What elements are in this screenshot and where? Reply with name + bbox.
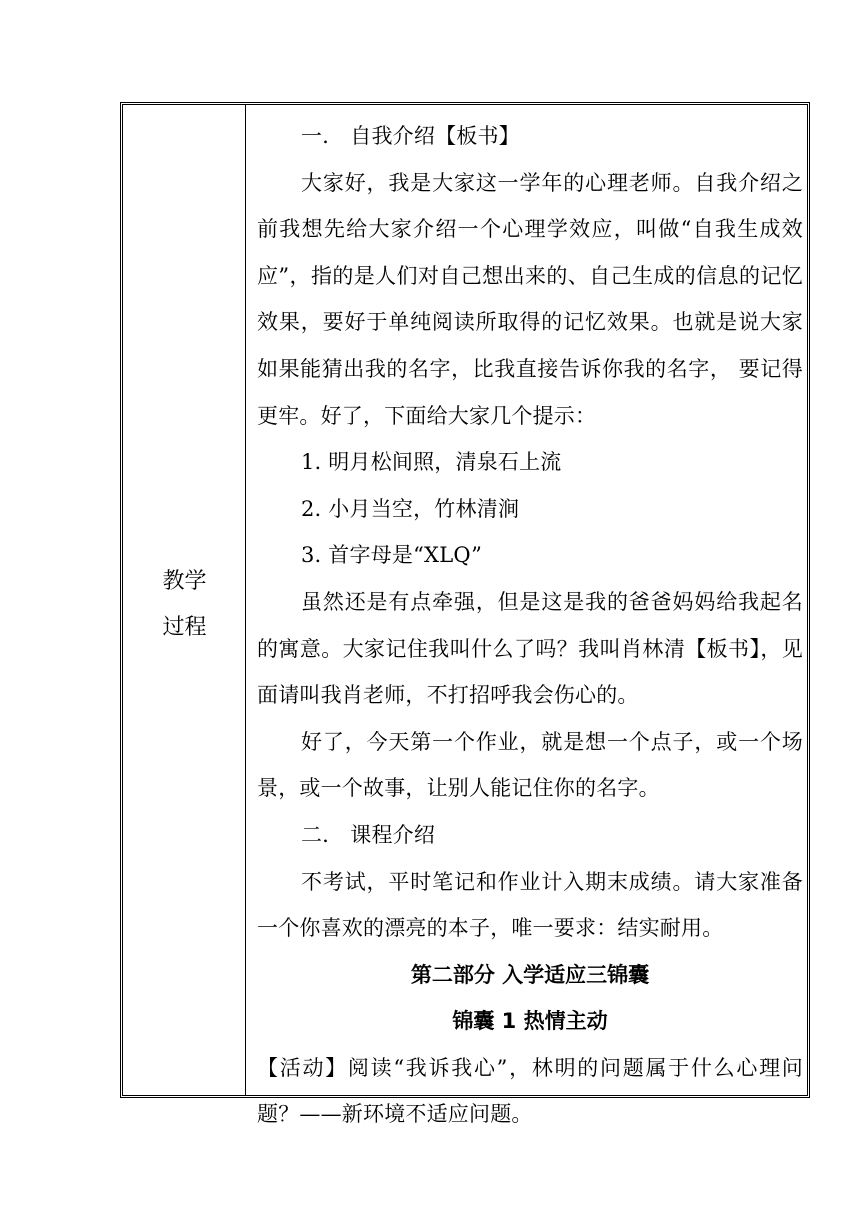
paragraph-name-meaning: 虽然还是有点牵强，但是这是我的爸爸妈妈给我起名的寓意。大家记住我叫什么了吗？我叫肖林清【板书】，见面请叫我肖老师，不打招呼我会伤心的。 xyxy=(257,589,803,708)
label-column xyxy=(123,105,246,1095)
teaching-process-label xyxy=(123,559,246,651)
paragraph-course-rules: 不考试，平时笔记和作业计入期末成绩。请大家准备一个你喜欢的漂亮的本子，唯一要求：结实耐用。 xyxy=(257,869,803,941)
paragraph-intro: 大家好，我是大家这一学年的心理老师。自我介绍之前我想先给大家介绍一个心理学效应，叫做“自我生成效应”，指的是人们对自己想出来的、自己生成的信息的记忆效果，要好于单纯阅读所取得的记忆效果。也就是说大家如果能猜出我的名字，比我直接告诉你我的名字， 要记得更牢。好了，下面给大家几个提示： xyxy=(257,170,803,428)
section-title: 第二部分 入学适应三锦囊 xyxy=(410,962,650,987)
hint-1: 1. 明月松间照，清泉石上流 xyxy=(301,450,562,475)
label-line-2: 过程 xyxy=(162,615,207,640)
activity-paragraph: 【活动】阅读“我诉我心”，林明的问题属于什么心理问题？——新环境不适应问题。 xyxy=(257,1055,803,1127)
lesson-table xyxy=(120,102,810,1127)
sub-title: 锦囊 1 热情主动 xyxy=(452,1009,608,1034)
paragraph-homework: 好了，今天第一个作业，就是想一个点子，或一个场景，或一个故事，让别人能记住你的名字。 xyxy=(257,729,803,801)
hint-2: 2. 小月当空，竹林清涧 xyxy=(301,496,520,521)
heading-course-intro: 二． 课程介绍 xyxy=(301,822,436,847)
label-line-1: 教学 xyxy=(162,569,207,594)
hint-3: 3. 首字母是“XLQ” xyxy=(301,543,483,568)
heading-self-intro: 一． 自我介绍【板书】 xyxy=(301,124,520,148)
content-column xyxy=(257,113,803,1138)
